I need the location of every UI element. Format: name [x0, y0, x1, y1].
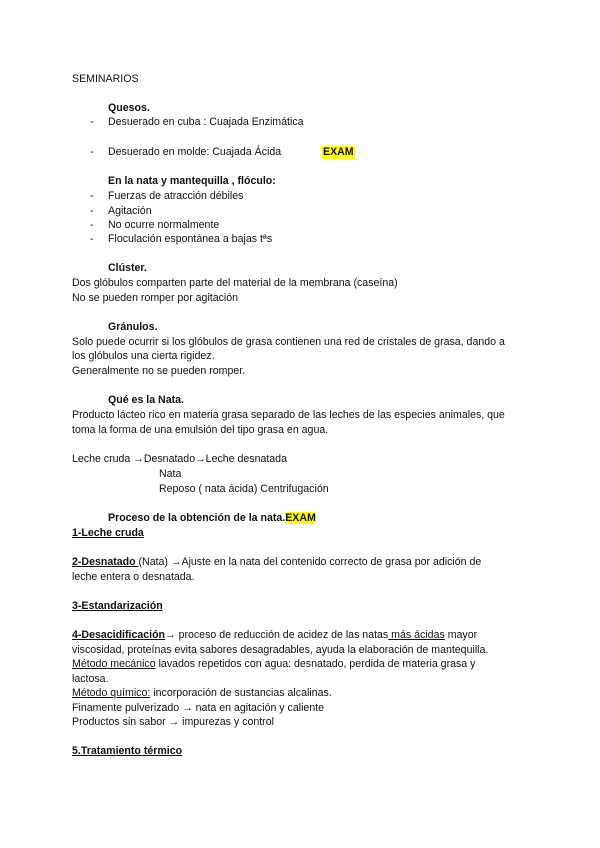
cluster-line: No se pueden romper por agitación	[72, 292, 239, 304]
metodo-mecanico-cont: lactosa.	[72, 673, 109, 685]
proceso-heading: Proceso de la obtención de la nata.EXAM	[108, 512, 316, 524]
step-estandarizacion: 3-Estandarización	[72, 600, 163, 612]
que-es-line: toma la forma de una emulsión del tipo grasa en agua.	[72, 424, 329, 436]
pulverizado-line: Finamente pulverizado → nata en agitación y caliente	[72, 702, 325, 714]
sin-sabor-line: Productos sin sabor → impurezas y control	[72, 716, 274, 728]
step-desnatado-cont: leche entera o desnatada.	[72, 571, 195, 583]
quesos-heading: Quesos.	[108, 102, 150, 114]
que-es-heading: Qué es la Nata.	[108, 394, 184, 406]
granulos-line: Generalmente no se pueden romper.	[72, 365, 246, 377]
cluster-line: Dos glóbulos comparten parte del material de la membrana (caseína)	[72, 277, 398, 289]
metodo-mecanico: Método mecánico lavados repetidos con agua: desnatado, perdida de materia grasa y	[72, 658, 476, 670]
exam-highlight: EXAM	[285, 512, 316, 524]
exam-highlight: EXAM	[323, 146, 354, 158]
granulos-line: Solo puede ocurrir si los glóbulos de grasa contienen una red de cristales de grasa, dando a	[72, 336, 505, 348]
nata-heading: En la nata y mantequilla , flóculo:	[108, 175, 276, 187]
granulos-line: los glóbulos una cierta rigidez.	[72, 350, 215, 362]
step-desnatado: 2-Desnatado (Nata) →Ajuste en la nata del contenido correcto de grasa por adición de	[72, 556, 482, 568]
granulos-heading: Gránulos.	[108, 321, 158, 333]
step-leche-cruda: 1-Leche cruda	[72, 527, 144, 539]
metodo-quimico: Método químico: incorporación de sustancias alcalinas.	[72, 687, 332, 699]
flow-line: Leche cruda →Desnatado→Leche desnatada	[72, 453, 287, 465]
flow-line: Reposo ( nata ácida) Centrifugación	[159, 483, 329, 495]
page-title: SEMINARIOS	[72, 73, 139, 85]
que-es-line: Producto lácteo rico en materia grasa separado de las leches de las especies animales, que	[72, 409, 505, 421]
desacidificacion-line: viscosidad, proteínas evita sabores desagradables, ayuda la elaboración de mantequilla.	[72, 644, 489, 656]
flow-line: Nata	[159, 468, 182, 480]
cluster-heading: Clúster.	[108, 262, 147, 274]
step-tratamiento-termico: 5.Tratamiento térmico	[72, 745, 183, 757]
step-desacidificacion: 4-Desacidificación→ proceso de reducción de acidez de las natas más ácidas mayor	[72, 629, 478, 641]
